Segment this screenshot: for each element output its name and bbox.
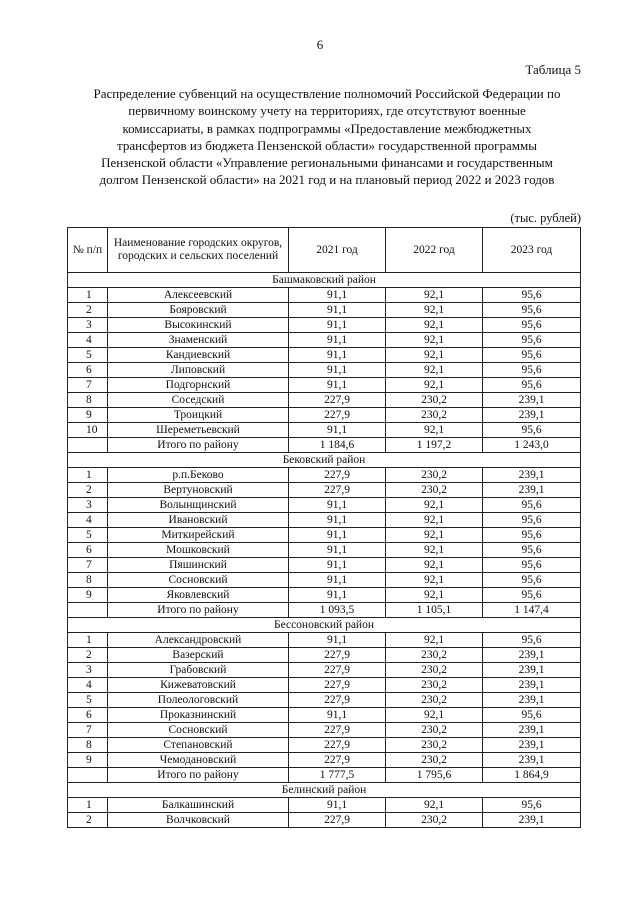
row-number: 5 xyxy=(68,693,108,708)
settlement-name: Соседский xyxy=(108,393,289,408)
value-2023: 95,6 xyxy=(483,558,581,573)
total-2021: 1 777,5 xyxy=(289,768,386,783)
value-2023: 239,1 xyxy=(483,468,581,483)
settlement-name: Бояровский xyxy=(108,303,289,318)
table-header-row xyxy=(68,228,581,273)
row-number: 1 xyxy=(68,798,108,813)
settlement-name: Волынщинский xyxy=(108,498,289,513)
row-number: 9 xyxy=(68,408,108,423)
value-2021: 227,9 xyxy=(289,408,386,423)
value-2022: 92,1 xyxy=(386,423,483,438)
value-2022: 92,1 xyxy=(386,528,483,543)
table-row xyxy=(68,753,581,768)
value-2023: 239,1 xyxy=(483,738,581,753)
table-row xyxy=(68,408,581,423)
value-2022: 230,2 xyxy=(386,483,483,498)
value-2023: 95,6 xyxy=(483,303,581,318)
table-row xyxy=(68,663,581,678)
value-2023: 95,6 xyxy=(483,588,581,603)
value-2023: 239,1 xyxy=(483,663,581,678)
value-2021: 91,1 xyxy=(289,333,386,348)
header-2023: 2023 год xyxy=(483,228,581,273)
settlement-name: Степановский xyxy=(108,738,289,753)
row-number: 6 xyxy=(68,363,108,378)
value-2023: 95,6 xyxy=(483,528,581,543)
header-name: Наименование городских округов, городских и сельских поселений xyxy=(108,228,289,273)
table-row xyxy=(68,363,581,378)
settlement-name: Троицкий xyxy=(108,408,289,423)
value-2022: 92,1 xyxy=(386,333,483,348)
value-2023: 95,6 xyxy=(483,423,581,438)
settlement-name: Знаменский xyxy=(108,333,289,348)
row-number: 3 xyxy=(68,663,108,678)
settlement-name: Кандиевский xyxy=(108,348,289,363)
value-2023: 95,6 xyxy=(483,363,581,378)
settlement-name: Чемодановский xyxy=(108,753,289,768)
settlement-name: Балкашинский xyxy=(108,798,289,813)
table-row xyxy=(68,468,581,483)
value-2021: 91,1 xyxy=(289,288,386,303)
value-2022: 230,2 xyxy=(386,738,483,753)
table-row xyxy=(68,288,581,303)
table-row xyxy=(68,483,581,498)
value-2023: 95,6 xyxy=(483,348,581,363)
value-2021: 91,1 xyxy=(289,633,386,648)
value-2021: 227,9 xyxy=(289,693,386,708)
value-2023: 95,6 xyxy=(483,798,581,813)
value-2021: 227,9 xyxy=(289,648,386,663)
district-name: Белинский район xyxy=(68,783,581,798)
value-2022: 92,1 xyxy=(386,543,483,558)
settlement-name: Шереметьевский xyxy=(108,423,289,438)
value-2023: 239,1 xyxy=(483,693,581,708)
value-2022: 230,2 xyxy=(386,693,483,708)
value-2021: 227,9 xyxy=(289,663,386,678)
settlement-name: Сосновский xyxy=(108,723,289,738)
value-2021: 91,1 xyxy=(289,558,386,573)
value-2022: 230,2 xyxy=(386,663,483,678)
value-2022: 230,2 xyxy=(386,468,483,483)
table-row xyxy=(68,348,581,363)
district-total-row xyxy=(68,603,581,618)
total-number-cell xyxy=(68,438,108,453)
value-2023: 95,6 xyxy=(483,333,581,348)
settlement-name: Подгорнский xyxy=(108,378,289,393)
district-header-row xyxy=(68,783,581,798)
row-number: 9 xyxy=(68,753,108,768)
table-row xyxy=(68,423,581,438)
row-number: 3 xyxy=(68,498,108,513)
value-2023: 239,1 xyxy=(483,393,581,408)
value-2023: 95,6 xyxy=(483,708,581,723)
value-2022: 92,1 xyxy=(386,708,483,723)
value-2023: 95,6 xyxy=(483,543,581,558)
value-2021: 227,9 xyxy=(289,483,386,498)
settlement-name: Полеологовский xyxy=(108,693,289,708)
value-2022: 92,1 xyxy=(386,558,483,573)
value-2022: 92,1 xyxy=(386,498,483,513)
value-2021: 91,1 xyxy=(289,378,386,393)
table-row xyxy=(68,558,581,573)
value-2021: 227,9 xyxy=(289,468,386,483)
value-2022: 92,1 xyxy=(386,798,483,813)
settlement-name: Александровский xyxy=(108,633,289,648)
value-2023: 239,1 xyxy=(483,483,581,498)
row-number: 1 xyxy=(68,633,108,648)
table-row xyxy=(68,513,581,528)
value-2022: 92,1 xyxy=(386,573,483,588)
settlement-name: Липовский xyxy=(108,363,289,378)
settlement-name: Кижеватовский xyxy=(108,678,289,693)
total-number-cell xyxy=(68,768,108,783)
value-2022: 92,1 xyxy=(386,363,483,378)
value-2021: 91,1 xyxy=(289,543,386,558)
row-number: 7 xyxy=(68,558,108,573)
document-title: Распределение субвенций на осуществление полномочий Российской Федерации по первичному воинскому учету на территориях, где отсутствуют военные комиссариаты, в рамках подпрограммы «Предоставление межбюджетных трансфертов из бюджета Пензенской области» государственной программы Пензенской области «Управление региональными финансами и государственным долгом Пензенской области» на 2021 год и на плановый период 2022 и 2023 годов xyxy=(93,86,561,188)
row-number: 7 xyxy=(68,378,108,393)
row-number: 8 xyxy=(68,393,108,408)
value-2021: 91,1 xyxy=(289,588,386,603)
header-num: № п/п xyxy=(68,228,108,273)
row-number: 8 xyxy=(68,573,108,588)
subvention-table xyxy=(67,227,581,828)
settlement-name: Ивановский xyxy=(108,513,289,528)
value-2022: 230,2 xyxy=(386,648,483,663)
row-number: 10 xyxy=(68,423,108,438)
value-2021: 91,1 xyxy=(289,573,386,588)
district-name: Бековский район xyxy=(68,453,581,468)
district-total-row xyxy=(68,438,581,453)
value-2023: 95,6 xyxy=(483,633,581,648)
value-2021: 91,1 xyxy=(289,363,386,378)
value-2021: 227,9 xyxy=(289,813,386,828)
value-2023: 239,1 xyxy=(483,678,581,693)
total-2023: 1 864,9 xyxy=(483,768,581,783)
table-row xyxy=(68,738,581,753)
value-2021: 227,9 xyxy=(289,723,386,738)
value-2021: 91,1 xyxy=(289,798,386,813)
row-number: 3 xyxy=(68,318,108,333)
value-2022: 92,1 xyxy=(386,288,483,303)
table-row xyxy=(68,573,581,588)
settlement-name: Вазерский xyxy=(108,648,289,663)
settlement-name: Алексеевский xyxy=(108,288,289,303)
value-2022: 230,2 xyxy=(386,393,483,408)
total-2022: 1 197,2 xyxy=(386,438,483,453)
value-2023: 95,6 xyxy=(483,288,581,303)
row-number: 2 xyxy=(68,813,108,828)
value-2023: 239,1 xyxy=(483,723,581,738)
value-2021: 91,1 xyxy=(289,498,386,513)
table-body xyxy=(68,273,581,828)
district-header-row xyxy=(68,273,581,288)
value-2021: 227,9 xyxy=(289,393,386,408)
value-2022: 230,2 xyxy=(386,753,483,768)
value-2023: 239,1 xyxy=(483,648,581,663)
table-row xyxy=(68,303,581,318)
units-note: (тыс. рублей) xyxy=(510,211,581,225)
row-number: 2 xyxy=(68,648,108,663)
table-row xyxy=(68,333,581,348)
total-number-cell xyxy=(68,603,108,618)
total-2023: 1 147,4 xyxy=(483,603,581,618)
district-header-row xyxy=(68,618,581,633)
row-number: 6 xyxy=(68,543,108,558)
total-label: Итого по району xyxy=(108,768,289,783)
row-number: 1 xyxy=(68,468,108,483)
settlement-name: Высокинский xyxy=(108,318,289,333)
table-row xyxy=(68,528,581,543)
table-row xyxy=(68,708,581,723)
value-2023: 95,6 xyxy=(483,498,581,513)
table-row xyxy=(68,693,581,708)
value-2022: 92,1 xyxy=(386,378,483,393)
settlement-name: Волчковский xyxy=(108,813,289,828)
value-2023: 95,6 xyxy=(483,513,581,528)
table-row xyxy=(68,588,581,603)
value-2022: 92,1 xyxy=(386,513,483,528)
table-row xyxy=(68,543,581,558)
value-2021: 227,9 xyxy=(289,678,386,693)
value-2021: 227,9 xyxy=(289,753,386,768)
value-2022: 230,2 xyxy=(386,678,483,693)
row-number: 5 xyxy=(68,528,108,543)
header-2022: 2022 год xyxy=(386,228,483,273)
total-2022: 1 795,6 xyxy=(386,768,483,783)
settlement-name: Пяшинский xyxy=(108,558,289,573)
value-2022: 230,2 xyxy=(386,813,483,828)
row-number: 2 xyxy=(68,303,108,318)
row-number: 5 xyxy=(68,348,108,363)
total-2021: 1 184,6 xyxy=(289,438,386,453)
district-name: Башмаковский район xyxy=(68,273,581,288)
value-2022: 92,1 xyxy=(386,318,483,333)
value-2021: 91,1 xyxy=(289,708,386,723)
value-2022: 230,2 xyxy=(386,408,483,423)
value-2021: 227,9 xyxy=(289,738,386,753)
total-2022: 1 105,1 xyxy=(386,603,483,618)
total-2023: 1 243,0 xyxy=(483,438,581,453)
value-2022: 92,1 xyxy=(386,303,483,318)
value-2022: 92,1 xyxy=(386,348,483,363)
table-row xyxy=(68,393,581,408)
total-label: Итого по району xyxy=(108,438,289,453)
value-2021: 91,1 xyxy=(289,528,386,543)
table-row xyxy=(68,378,581,393)
value-2023: 239,1 xyxy=(483,753,581,768)
settlement-name: Вертуновский xyxy=(108,483,289,498)
row-number: 7 xyxy=(68,723,108,738)
value-2022: 92,1 xyxy=(386,633,483,648)
settlement-name: Грабовский xyxy=(108,663,289,678)
settlement-name: Проказнинский xyxy=(108,708,289,723)
row-number: 8 xyxy=(68,738,108,753)
table-row xyxy=(68,813,581,828)
value-2023: 239,1 xyxy=(483,813,581,828)
district-total-row xyxy=(68,768,581,783)
value-2023: 95,6 xyxy=(483,318,581,333)
settlement-name: Яковлевский xyxy=(108,588,289,603)
row-number: 2 xyxy=(68,483,108,498)
row-number: 1 xyxy=(68,288,108,303)
row-number: 9 xyxy=(68,588,108,603)
table-label: Таблица 5 xyxy=(525,62,581,77)
value-2022: 92,1 xyxy=(386,588,483,603)
value-2021: 91,1 xyxy=(289,303,386,318)
table-row xyxy=(68,498,581,513)
row-number: 4 xyxy=(68,333,108,348)
value-2021: 91,1 xyxy=(289,348,386,363)
settlement-name: р.п.Беково xyxy=(108,468,289,483)
value-2023: 95,6 xyxy=(483,378,581,393)
settlement-name: Сосновский xyxy=(108,573,289,588)
page-number: 6 xyxy=(316,37,324,52)
row-number: 6 xyxy=(68,708,108,723)
table-row xyxy=(68,318,581,333)
table-row xyxy=(68,648,581,663)
total-2021: 1 093,5 xyxy=(289,603,386,618)
value-2021: 91,1 xyxy=(289,318,386,333)
district-name: Бессоновский район xyxy=(68,618,581,633)
district-header-row xyxy=(68,453,581,468)
settlement-name: Мошковский xyxy=(108,543,289,558)
header-2021: 2021 год xyxy=(289,228,386,273)
table-row xyxy=(68,798,581,813)
value-2023: 95,6 xyxy=(483,573,581,588)
row-number: 4 xyxy=(68,678,108,693)
settlement-name: Миткирейский xyxy=(108,528,289,543)
total-label: Итого по району xyxy=(108,603,289,618)
value-2021: 91,1 xyxy=(289,423,386,438)
value-2023: 239,1 xyxy=(483,408,581,423)
value-2021: 91,1 xyxy=(289,513,386,528)
table-row xyxy=(68,723,581,738)
value-2022: 230,2 xyxy=(386,723,483,738)
table-row xyxy=(68,633,581,648)
row-number: 4 xyxy=(68,513,108,528)
table-row xyxy=(68,678,581,693)
